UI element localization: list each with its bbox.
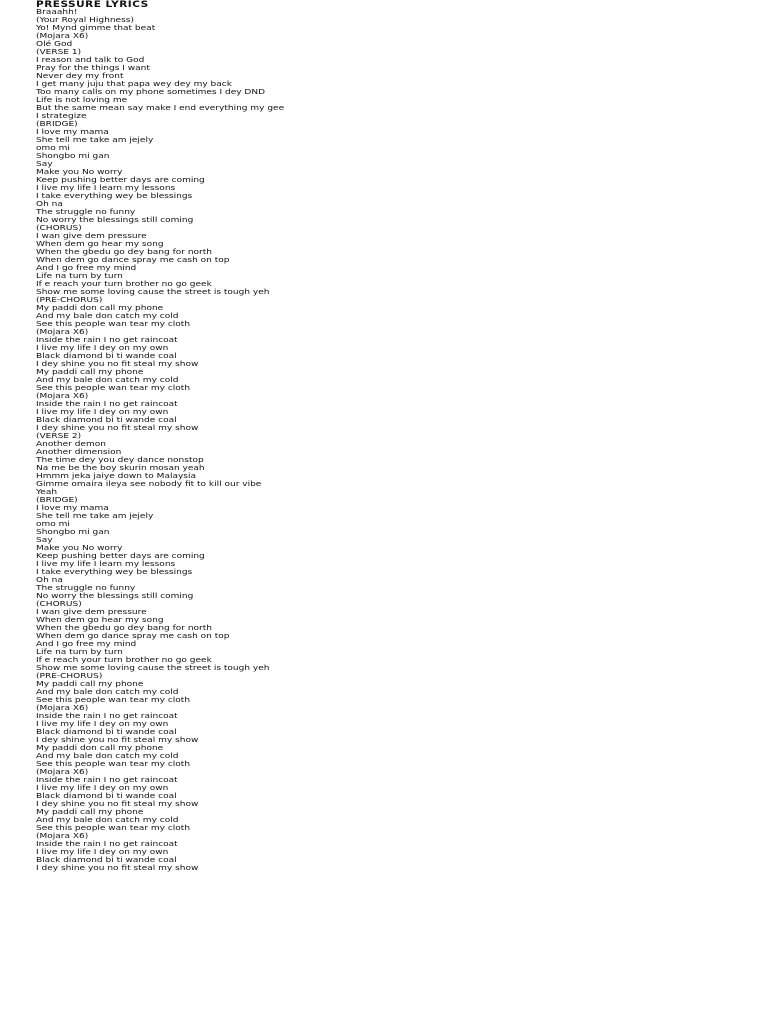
- lyric-line: I love my mama: [36, 503, 109, 512]
- lyric-line: I dey shine you no fit steal my show: [36, 799, 199, 808]
- page-title: PRESSURE LYRICS: [36, 0, 149, 9]
- lyric-line: Never dey my front: [36, 71, 124, 80]
- lyric-line: Oh na: [36, 199, 63, 208]
- lyric-line: When the gbedu go dey bang for north: [36, 623, 212, 632]
- lyric-line: But the same mean say make I end everything my gee: [36, 103, 285, 112]
- lyric-line: Say: [36, 159, 53, 168]
- lyric-line: Say: [36, 535, 53, 544]
- lyric-line: Keep pushing better days are coming: [36, 551, 205, 560]
- lyric-line: omo mi: [36, 143, 70, 152]
- lyric-line: I wan give dem pressure: [36, 231, 147, 240]
- lyric-line: When the gbedu go dey bang for north: [36, 247, 212, 256]
- lyric-line: I take everything wey be blessings: [36, 567, 193, 576]
- lyric-line: Olé God: [36, 39, 73, 48]
- lyric-line: Keep pushing better days are coming: [36, 175, 205, 184]
- lyric-line: No worry the blessings still coming: [36, 215, 194, 224]
- lyric-line: Oh na: [36, 575, 63, 584]
- lyric-line: My paddi call my phone: [36, 807, 144, 816]
- lyrics-document: [36, 0, 736, 872]
- lyric-line: And my bale don catch my cold: [36, 751, 179, 760]
- lyric-line: I dey shine you no fit steal my show: [36, 359, 199, 368]
- lyric-line: Show me some loving cause the street is tough yeh: [36, 287, 270, 296]
- lyric-line: Too many calls on my phone sometimes I dey DND: [36, 87, 266, 96]
- lyric-line: When dem go hear my song: [36, 615, 164, 624]
- lyric-line: And I go free my mind: [36, 639, 137, 648]
- lyric-line: Yeah: [36, 487, 58, 496]
- lyric-line: See this people wan tear my cloth: [36, 319, 191, 328]
- lyric-line: Na me be the boy skurin mosan yeah: [36, 463, 205, 472]
- lyric-line: (Mojara X6): [36, 31, 89, 40]
- lyric-line: I dey shine you no fit steal my show: [36, 423, 199, 432]
- lyric-line: I live my life I dey on my own: [36, 343, 169, 352]
- lyric-line: See this people wan tear my cloth: [36, 823, 191, 832]
- lyric-line: (Mojara X6): [36, 703, 89, 712]
- lyric-line: Hmmm jeka jaiye down to Malaysia: [36, 471, 197, 480]
- lyric-line: I live my life I dey on my own: [36, 783, 169, 792]
- lyric-line: Make you No worry: [36, 543, 123, 552]
- lyric-line: Make you No worry: [36, 167, 123, 176]
- lyric-line: And my bale don catch my cold: [36, 311, 179, 320]
- lyric-line: And my bale don catch my cold: [36, 687, 179, 696]
- lyric-lines: [36, 8, 736, 872]
- lyric-line: Black diamond bi ti wande coal: [36, 727, 177, 736]
- lyric-line: (VERSE 1): [36, 47, 82, 56]
- lyric-line: I live my life I dey on my own: [36, 407, 169, 416]
- lyric-line: I take everything wey be blessings: [36, 191, 193, 200]
- lyric-line: I get many juju that papa wey dey my back: [36, 79, 232, 88]
- lyric-line: Life is not loving me: [36, 95, 128, 104]
- lyric-line: Yo! Mynd gimme that beat: [36, 23, 156, 32]
- lyric-line: I live my life I dey on my own: [36, 719, 169, 728]
- lyric-line: I reason and talk to God: [36, 55, 145, 64]
- lyric-line: (VERSE 2): [36, 431, 82, 440]
- lyric-line: omo mi: [36, 519, 70, 528]
- lyric-line: I live my life I learn my lessons: [36, 183, 176, 192]
- lyric-line: (Mojara X6): [36, 831, 89, 840]
- lyric-line: I live my life I dey on my own: [36, 847, 169, 856]
- lyric-line: (Mojara X6): [36, 327, 89, 336]
- lyric-line: The time dey you dey dance nonstop: [36, 455, 204, 464]
- lyric-line: (Mojara X6): [36, 391, 89, 400]
- lyric-line: Inside the rain I no get raincoat: [36, 775, 178, 784]
- lyric-line: (BRIDGE): [36, 495, 78, 504]
- lyric-line: See this people wan tear my cloth: [36, 759, 191, 768]
- lyric-line: (PRE-CHORUS): [36, 671, 103, 680]
- lyric-line: Gimme omaira ileya see nobody fit to kill our vibe: [36, 479, 262, 488]
- lyric-line: She tell me take am jejely: [36, 135, 154, 144]
- lyric-line: When dem go dance spray me cash on top: [36, 631, 230, 640]
- lyric-line: Show me some loving cause the street is tough yeh: [36, 663, 270, 672]
- lyric-line: The struggle no funny: [36, 207, 136, 216]
- lyric-line: And my bale don catch my cold: [36, 815, 179, 824]
- lyric-line: I wan give dem pressure: [36, 607, 147, 616]
- lyric-line: Inside the rain I no get raincoat: [36, 335, 178, 344]
- lyric-line: Life na turn by turn: [36, 647, 123, 656]
- lyric-line: My paddi don call my phone: [36, 303, 164, 312]
- lyric-line: Black diamond bi ti wande coal: [36, 351, 177, 360]
- lyric-line: See this people wan tear my cloth: [36, 383, 191, 392]
- lyric-line: My paddi call my phone: [36, 679, 144, 688]
- lyric-line: Black diamond bi ti wande coal: [36, 791, 177, 800]
- lyric-line: And I go free my mind: [36, 263, 137, 272]
- lyric-line: No worry the blessings still coming: [36, 591, 194, 600]
- lyric-line: Black diamond bi ti wande coal: [36, 415, 177, 424]
- lyric-line: (PRE-CHORUS): [36, 295, 103, 304]
- lyric-line: Pray for the things I want: [36, 63, 150, 72]
- lyric-line: Shongbo mi gan: [36, 151, 110, 160]
- lyric-line: My paddi don call my phone: [36, 743, 164, 752]
- lyric-line: Life na turn by turn: [36, 271, 123, 280]
- lyric-line: Inside the rain I no get raincoat: [36, 711, 178, 720]
- lyric-line: Inside the rain I no get raincoat: [36, 399, 178, 408]
- lyric-line: I love my mama: [36, 127, 109, 136]
- lyric-line: If e reach your turn brother no go geek: [36, 279, 212, 288]
- lyric-line: My paddi call my phone: [36, 367, 144, 376]
- lyric-line: (CHORUS): [36, 223, 82, 232]
- lyric-line: I dey shine you no fit steal my show: [36, 863, 199, 872]
- lyric-line: I live my life I learn my lessons: [36, 559, 176, 568]
- lyric-line: Braaahh!: [36, 7, 78, 16]
- lyric-line: Another dimension: [36, 447, 122, 456]
- lyric-line: If e reach your turn brother no go geek: [36, 655, 212, 664]
- lyric-line: The struggle no funny: [36, 583, 136, 592]
- lyric-line: She tell me take am jejely: [36, 511, 154, 520]
- lyric-line: Black diamond bi ti wande coal: [36, 855, 177, 864]
- lyric-line: When dem go dance spray me cash on top: [36, 255, 230, 264]
- lyric-line: (Your Royal Highness): [36, 15, 134, 24]
- lyric-line: Inside the rain I no get raincoat: [36, 839, 178, 848]
- lyric-line: I dey shine you no fit steal my show: [36, 735, 199, 744]
- lyric-line: (Mojara X6): [36, 767, 89, 776]
- lyric-line: Another demon: [36, 439, 106, 448]
- lyric-line: (CHORUS): [36, 599, 82, 608]
- lyric-line: And my bale don catch my cold: [36, 375, 179, 384]
- lyric-line: (BRIDGE): [36, 119, 78, 128]
- lyric-line: Shongbo mi gan: [36, 527, 110, 536]
- lyric-line: I strategize: [36, 111, 87, 120]
- lyric-line: See this people wan tear my cloth: [36, 695, 191, 704]
- lyric-line: When dem go hear my song: [36, 239, 164, 248]
